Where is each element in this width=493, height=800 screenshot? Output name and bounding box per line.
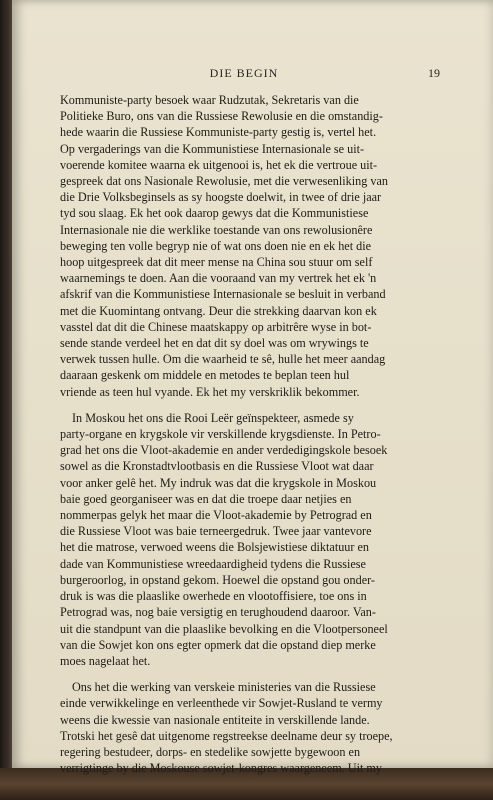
text-line: verrigtinge by die Moskouse sowjet-kongres waargeneem. Uit my: [60, 761, 382, 776]
text-line: waarnemings te doen. Aan die vooraand van my vertrek het ek 'n: [60, 271, 377, 286]
text-line: van die Sowjet kon ons egter opmerk dat die opstand diep merke: [60, 637, 376, 652]
text-line: beweging ten volle begryp nie of wat ons doen nie en ek het die: [60, 238, 372, 253]
text-line: moes nagelaat het.: [60, 653, 151, 668]
text-line: sende stande verdeel het en dat dit sy doel was om wrywings te: [60, 336, 369, 351]
text-line: vasstel dat dit die Chinese maatskappy op arbitrêre wyse in bot-: [60, 319, 372, 334]
text-line: Politieke Buro, ons van die Russiese Rewolusie en die omstandig-: [60, 109, 383, 124]
text-line: voerende komitee waarna ek uitgenooi is, het ek die vertroue uit-: [60, 157, 378, 172]
text-line: baie goed georganiseer was en dat die troepe daar netjies en: [60, 491, 352, 506]
text-line: daaraan geskenk om middele en metodes te beplan teen hul: [60, 368, 350, 383]
text-line: vriende as teen hul vyande. Ek het my verskriklik bekommer.: [60, 384, 360, 399]
text-line: Internasionale nie die werklike toestande van ons rewolusionêre: [60, 222, 373, 237]
text-line: Op vergaderings van die Kommunistiese Internasionale se uit-: [60, 141, 365, 156]
text-line: burgeroorlog, in opstand gekom. Hoewel die opstand gou onder-: [60, 572, 375, 587]
text-line: Trotski het gesê dat uitgenome regstreekse deelname deur sy troepe,: [60, 728, 393, 743]
text-line: Petrograd was, nog baie versigtig en terughoudend daaroor. Van-: [60, 605, 376, 620]
text-line: hede waarin die Russiese Kommuniste-party gestig is, vertel het.: [60, 125, 377, 140]
text-line: einde verwikkelinge en verleenthede vir Sowjet-Rusland te vermy: [60, 696, 383, 711]
text-line: nommerpas gelyk het maar die Vloot-akademie by Petrograd en: [60, 508, 372, 523]
text-line: Ons het die werking van verskeie ministeries van die Russiese: [72, 680, 376, 695]
text-line: gespreek dat ons Nasionale Rewolusie, met die verwesenliking van: [60, 174, 388, 189]
text-line: regering bestudeer, dorps- en stedelike sowjette bygewoon en: [60, 744, 361, 759]
paragraph-3: [60, 679, 432, 776]
page-header: [48, 66, 440, 84]
body-text: [60, 92, 432, 786]
text-line: hoop uitgespreek dat dit meer mense na China sou stuur om self: [60, 255, 373, 270]
text-line: met die Kuomintang ontvang. Deur die strekking daarvan kon ek: [60, 303, 377, 318]
text-line: die Russiese Vloot was baie terneergedruk. Twee jaar vantevore: [60, 524, 372, 539]
text-line: voor anker gelê het. My indruk was dat die krygskole in Moskou: [60, 475, 377, 490]
running-title: DIE BEGIN: [209, 66, 279, 80]
text-line: dade van Kommunistiese wreedaardigheid tydens die Russiese: [60, 556, 366, 571]
text-line: het die matrose, verwoed weens die Bolsjewistiese diktatuur en: [60, 540, 370, 555]
text-line: party-organe en krygskole vir verskillende krygsdienste. In Petro-: [60, 427, 381, 442]
text-line: sowel as die Kronstadtvlootbasis en die Russiese Vloot wat daar: [60, 459, 374, 474]
text-line: verwek tussen hulle. Om die waarheid te sê, hulle het meer aandag: [60, 352, 386, 367]
text-line: In Moskou het ons die Rooi Leër geïnspekteer, asmede sy: [72, 410, 354, 425]
text-line: tyd sou slaag. Ek het ook daarop gewys dat die Kommunistiese: [60, 206, 369, 221]
page-number: 19: [428, 66, 440, 80]
text-line: grad het ons die Vloot-akademie en ander verdedigingskole besoek: [60, 443, 388, 458]
paragraph-1: [60, 92, 432, 400]
text-line: druk is was die plaaslike owerhede en vlootoffisiere, toe ons in: [60, 589, 367, 604]
text-line: weens die kwessie van nasionale entiteite in verskillende lande.: [60, 712, 370, 727]
text-line: afskrif van die Kommunistiese Internasionale se besluit in verband: [60, 287, 386, 302]
text-line: Kommuniste-party besoek waar Rudzutak, Sekretaris van die: [60, 93, 359, 107]
text-line: uit die standpunt van die plaaslike bevolking en die Vlootpersoneel: [60, 621, 388, 636]
paragraph-2: [60, 410, 432, 669]
text-line: die Drie Volksbeginsels as sy hoogste doelwit, in twee of drie jaar: [60, 190, 382, 205]
